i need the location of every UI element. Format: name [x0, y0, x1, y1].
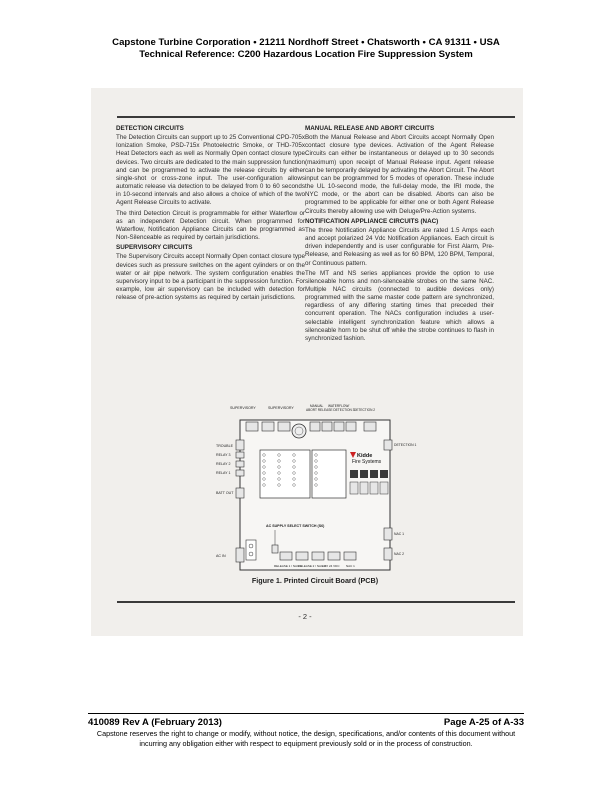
label-aux: AUX 24 VDC: [322, 564, 340, 568]
label-release-1: RELEASE 1 / NAC 3: [274, 564, 302, 568]
manual-release-paragraph: Both the Manual Release and Abort Circuits accept Normally Open contact closure type devices. Activation of the Agent Release Circuits can either be instantaneous or delayed up to 30 seconds (maximum) upon receipt of Manual Release input. Agent release can be temporarily delayed by activating the Abort Circuit. The Abort input can be programmed for 5 modes of operation. These include the UL 10-second mode, the full-delay mode, the IRI mode, the NYC mode, or the abort can be disabled. Aborts can also be programmed to be applicable for either one or both Agent Release Circuits thereby allowing use with Deluge/Pre-Action systems.: [305, 134, 494, 215]
led-panel-left: [260, 450, 310, 498]
supervisory-paragraph: The Supervisory Circuits accept Normally Open contact closure type devices such as pressure switches on the agent cylinders or on the water or air pipe network. The system configuration enables the supervisory input to be a participant in the suppression function. For example, low air supervisory can be included with detection for release of pre-action systems as required by certain jurisdictions.: [116, 253, 305, 302]
detection-paragraph-2: The third Detection Circuit is programmable for either Waterflow or as an independent Detection circuit. When programmed for Waterflow, Notification Appliance Circuits can be programmed as Non-Silenceable as required by certain jurisdictions.: [116, 209, 305, 242]
figure-caption: Figure 1. Printed Circuit Board (PCB): [251, 576, 379, 585]
supervisory-heading: SUPERVISORY CIRCUITS: [116, 244, 193, 252]
label-release-2: RELEASE 2 / NAC 3: [298, 564, 326, 568]
label-supervisory-2: SUPERVISORY: [268, 406, 294, 410]
page-header: [0, 37, 612, 61]
brand-name: Kidde: [357, 453, 373, 459]
bottom-terminal-blocks: [280, 552, 356, 560]
header-line-2: Technical Reference: C200 Hazardous Location Fire Suppression System: [139, 49, 473, 60]
label-trouble: TROUBLE: [216, 444, 233, 448]
label-detection-1: DETECTION 1: [394, 443, 417, 447]
label-manual: MANUAL: [310, 404, 324, 408]
detection-paragraph-1: The Detection Circuits can support up to 25 Conventional CPD-705x Ionization Smoke, PSD-715x Photoelectric Smoke, or THD-705x Heat Detectors each as well as Normally Open contact closure type devices. Two circuits are dedicated to the main suppression function and can be programmed to activate the release circuits by either single-shot or cross-zone input. The user-configuration allows automatic release via detection to be delayed from 0 to 60 seconds in 10-second intervals and also allows a choice of which of the two Agent Release Circuits to activate.: [116, 134, 305, 207]
label-nac-2: NAC 2: [394, 552, 404, 556]
left-column: [116, 125, 305, 304]
label-batt-out: BATT OUT: [216, 491, 234, 495]
label-abort-release: ABORT RELEASE DETECTION 3: [306, 408, 355, 412]
brand-sub: Fire Systems: [352, 459, 382, 465]
label-ac-in: AC IN: [216, 554, 226, 558]
label-supervisory-1: SUPERVISORY: [230, 406, 256, 410]
nac-paragraph-1: The three Notification Appliance Circuits are rated 1.5 Amps each and accept polarized 24 Vdc Notification Appliances. Each circuit is driven independently and is user configurable for First Alarm, Pre-Release, and Releasing as well as for 60 BPM, 120 BPM, Temporal, or Continuous pattern.: [305, 226, 494, 267]
footer-rule: [88, 713, 524, 714]
footer-disclaimer: Capstone reserves the right to change or modify, without notice, the design, specifications, and/or contents of this document without incurring any obligation either with respect to equipment previously sold or in the process of construction.: [96, 729, 516, 748]
pcb-diagram: [216, 400, 417, 580]
label-detection-2: DETECTION 2: [354, 408, 376, 412]
label-relay-2: RELAY 2: [216, 462, 231, 466]
label-relay-1: RELAY 1: [216, 471, 231, 475]
top-rule: [117, 116, 515, 118]
nac-paragraph-2: The MT and NS series appliances provide the option to use silenceable horns and non-silenceable strobes on the same NAC. Multiple NAC circuits (connected to audible devices only) programmed with the same master code pattern are synchronized, regardless of any differing starting times that preceded their concurrent operation. The NACs configuration includes a user-selectable intelligent synchronization feature which allows a silenceable horn to be shut off while the strobe continues to flash in synchronized fashion.: [305, 269, 494, 342]
label-nac-1: NAC 1: [394, 532, 404, 536]
bottom-rule: [117, 601, 515, 603]
label-nac-bottom: NAC 1: [346, 564, 355, 568]
manual-release-heading: MANUAL RELEASE AND ABORT CIRCUITS: [305, 125, 435, 132]
inner-page-number: - 2 -: [298, 612, 312, 621]
battery-connector: [246, 540, 256, 560]
right-column: [305, 125, 494, 345]
nac-heading: NOTIFICATION APPLIANCE CIRCUITS (NAC): [305, 217, 439, 225]
header-line-1: Capstone Turbine Corporation • 21211 Nordhoff Street • Chatsworth • CA 91311 • USA: [112, 37, 500, 48]
document-revision: 410089 Rev A (February 2013): [88, 717, 222, 728]
page-reference: Page A-25 of A-33: [443, 717, 524, 728]
label-waterflow: WATERFLOW/: [328, 404, 350, 408]
ac-supply-switch-label: AC SUPPLY SELECT SWITCH (S6): [266, 524, 325, 528]
detection-heading: DETECTION CIRCUITS: [116, 125, 184, 132]
ac-supply-switch: [272, 545, 278, 553]
label-relay-3: RELAY 3: [216, 453, 231, 457]
buzzer-dial: [292, 424, 306, 438]
